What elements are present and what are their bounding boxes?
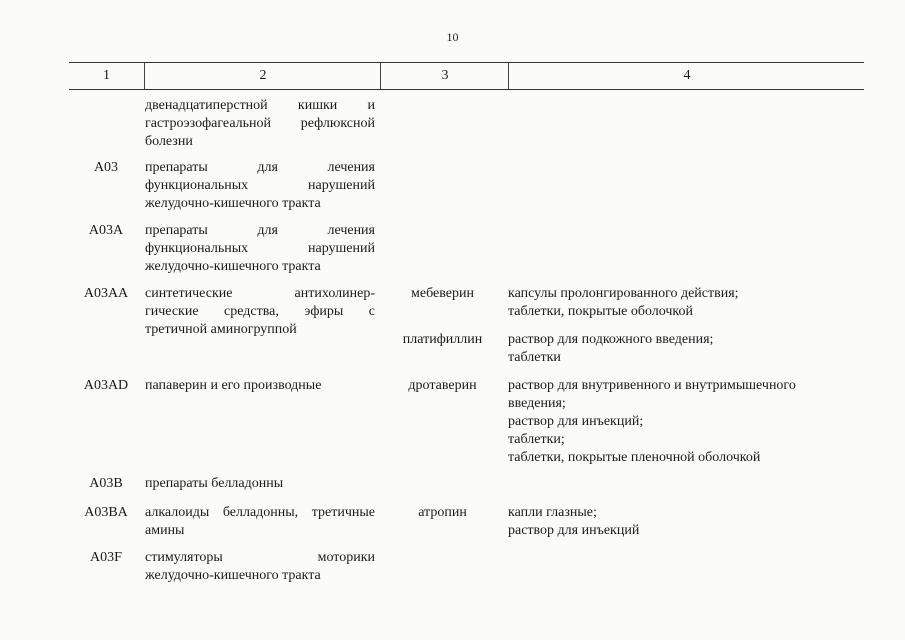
classification-name: препараты белладонны [145, 476, 284, 491]
classification-name: синтетические антихолинер- гические средства, эфиры с третичной аминогруппой [145, 286, 375, 337]
dosage-forms: капсулы пролонгированного действия; таблетки, покрытые оболочкой [508, 286, 739, 319]
page-number: 10 [446, 30, 459, 44]
column-header-4: 4 [508, 63, 865, 89]
atc-code: A03AA [83, 286, 129, 301]
classification-name: папаверин и его производные [145, 378, 322, 393]
column-header-1: 1 [103, 68, 110, 83]
dosage-forms: капли глазные; раствор для инъекций [508, 505, 640, 538]
drug-name: дротаверин [408, 378, 477, 393]
drug-name: атропин [418, 505, 467, 520]
classification-name: стимуляторы моторики желудочно-кишечного тракта [145, 550, 375, 583]
atc-code: A03B [89, 476, 123, 491]
classification-name: препараты для лечения функциональных нарушений желудочно-кишечного тракта [145, 223, 375, 274]
drug-name: платифиллин [402, 332, 483, 347]
classification-name: препараты для лечения функциональных нарушений желудочно-кишечного тракта [145, 160, 375, 211]
atc-code: A03AD [83, 378, 129, 393]
atc-code: A03A [88, 223, 124, 238]
dosage-forms: раствор для подкожного введения; таблетки [508, 332, 714, 365]
dosage-forms: раствор для внутривенного и внутримышечного введения; раствор для инъекций; таблетки; таблетки, покрытые пленочной оболочкой [508, 378, 796, 465]
column-header-3: 3 [380, 63, 509, 89]
classification-name: алкалоиды белладонны, третичные амины [145, 505, 375, 538]
atc-code: A03 [93, 160, 119, 175]
drug-name: мебеверин [411, 286, 474, 301]
atc-code: A03F [90, 550, 122, 565]
atc-code: A03BA [84, 505, 128, 520]
classification-name: двенадцатиперстной кишки и гастроэзофагеальной рефлюксной болезни [145, 98, 375, 149]
table-header-row [69, 62, 864, 90]
column-header-2: 2 [144, 63, 381, 89]
